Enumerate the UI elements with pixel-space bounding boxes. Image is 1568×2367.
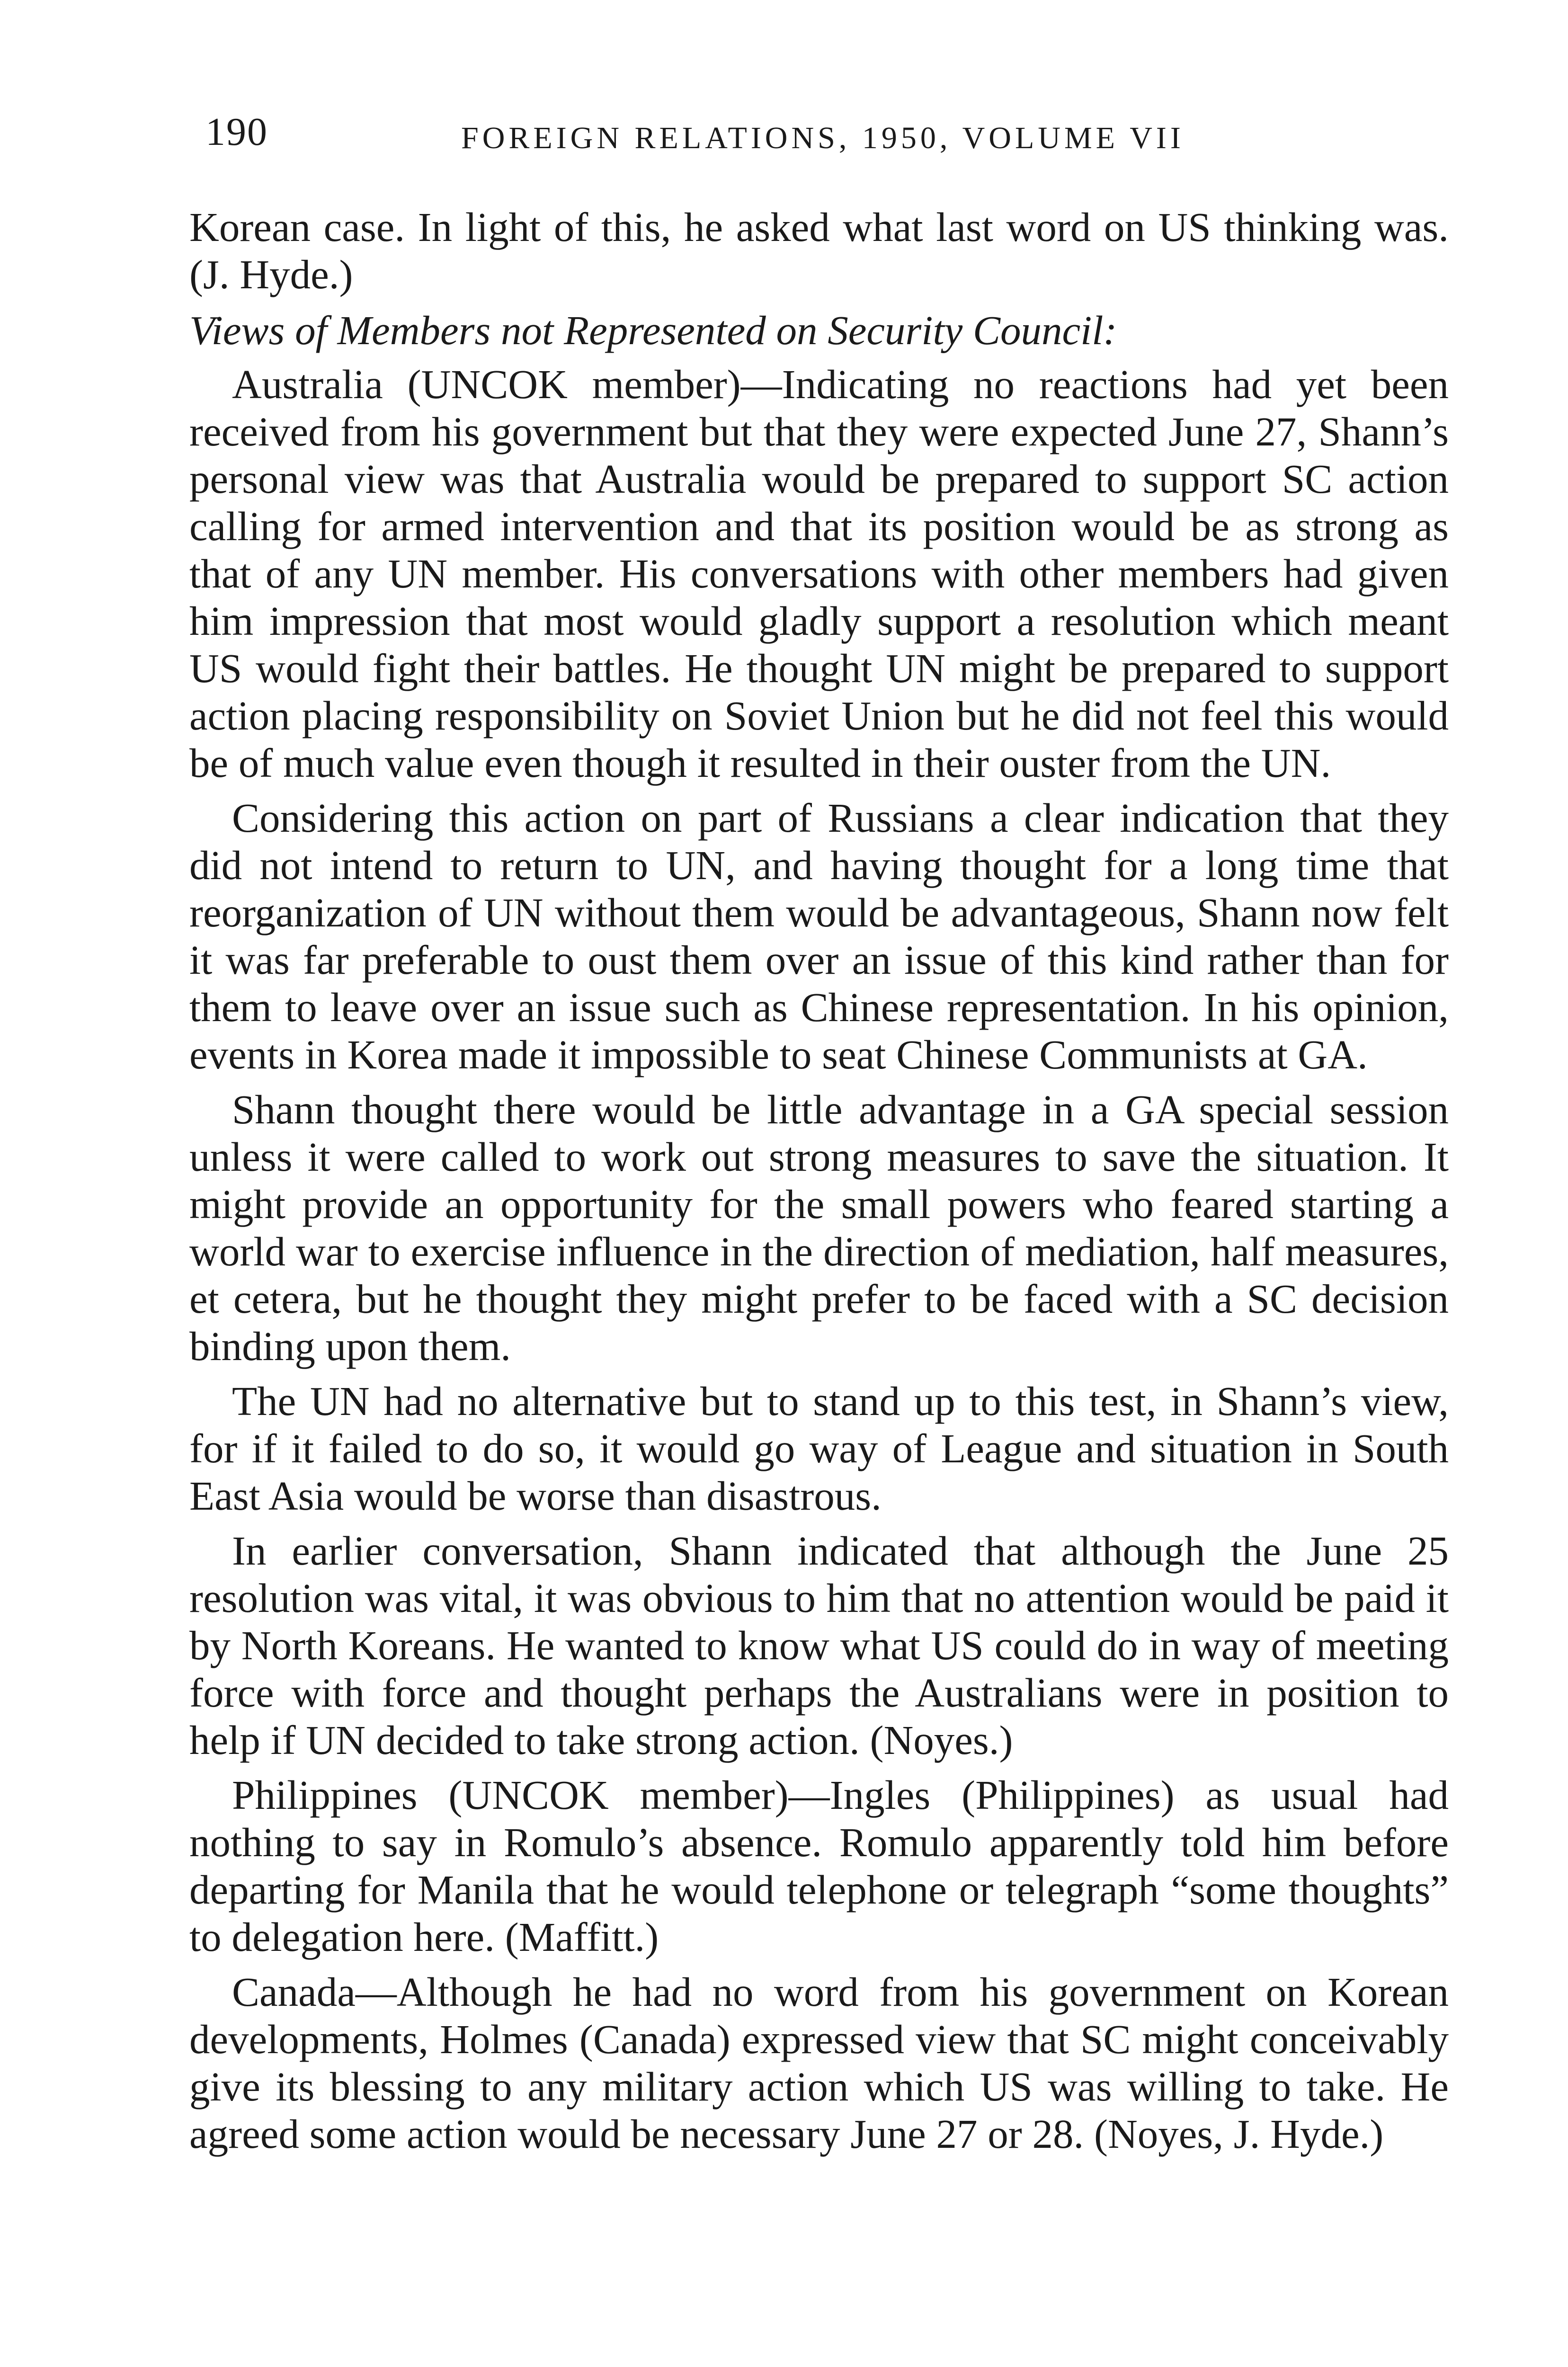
body-text <box>189 204 1449 2165</box>
paragraph-continued: Korean case. In light of this, he asked what last word on US thinking was. (J. Hyde.) <box>189 204 1449 297</box>
paragraph-australia: Australia (UNCOK member)—Indicating no reactions had yet been received from his government but that they were expected June 27, Shann’s personal view was that Australia would be prepared to support SC action calling for armed intervention and that its position would be as strong as that of any UN member. His conversations with other members had given him impression that most would gladly support a resolution which meant US would fight their battles. He thought UN might be prepared to support action placing responsibility on Soviet Union but he did not feel this would be of much value even though it resulted in their ouster from the UN. <box>189 361 1449 786</box>
paragraph-un-test: The UN had no alternative but to stand up to this test, in Shann’s view, for if it failed to do so, it would go way of League and situation in South East Asia would be worse than disastrous. <box>189 1378 1449 1519</box>
running-head: FOREIGN RELATIONS, 1950, VOLUME VII <box>461 121 1185 155</box>
paragraph-russians: Considering this action on part of Russians a clear indication that they did not intend to return to UN, and having thought for a long time that reorganization of UN without them would be advantageous, Shann now felt it was far preferable to oust them over an issue of this kind rather than for them to leave over an issue such as Chinese representation. In his opinion, events in Korea made it impossible to seat Chinese Communists at GA. <box>189 795 1449 1077</box>
paragraph-ga-session: Shann thought there would be little advantage in a GA special session unless it were called to work out strong measures to save the situation. It might provide an opportunity for the small powers who feared starting a world war to exercise influence in the direction of mediation, half measures, et cetera, but he thought they might prefer to be faced with a SC decision binding upon them. <box>189 1086 1449 1369</box>
page-number: 190 <box>205 110 268 154</box>
paragraph-canada: Canada—Although he had no word from his government on Korean developments, Holmes (Canada) expressed view that SC might conceivably give its blessing to any military action which US was willing to take. He agreed some action would be necessary June 27 or 28. (Noyes, J. Hyde.) <box>189 1969 1449 2157</box>
page-header <box>205 109 1455 166</box>
paragraph-earlier-conversation: In earlier conversation, Shann indicated that although the June 25 resolution was vital, it was obvious to him that no attention would be paid it by North Koreans. He wanted to know what US could do in way of meeting force with force and thought perhaps the Australians were in position to help if UN decided to take strong action. (Noyes.) <box>189 1528 1449 1763</box>
paragraph-philippines: Philippines (UNCOK member)—Ingles (Philippines) as usual had nothing to say in Romulo’s absence. Romulo apparently told him before departing for Manila that he would telephone or telegraph “some thoughts” to delegation here. (Maffitt.) <box>189 1772 1449 1960</box>
section-subheading: Views of Members not Represented on Security Council: <box>189 307 1117 353</box>
